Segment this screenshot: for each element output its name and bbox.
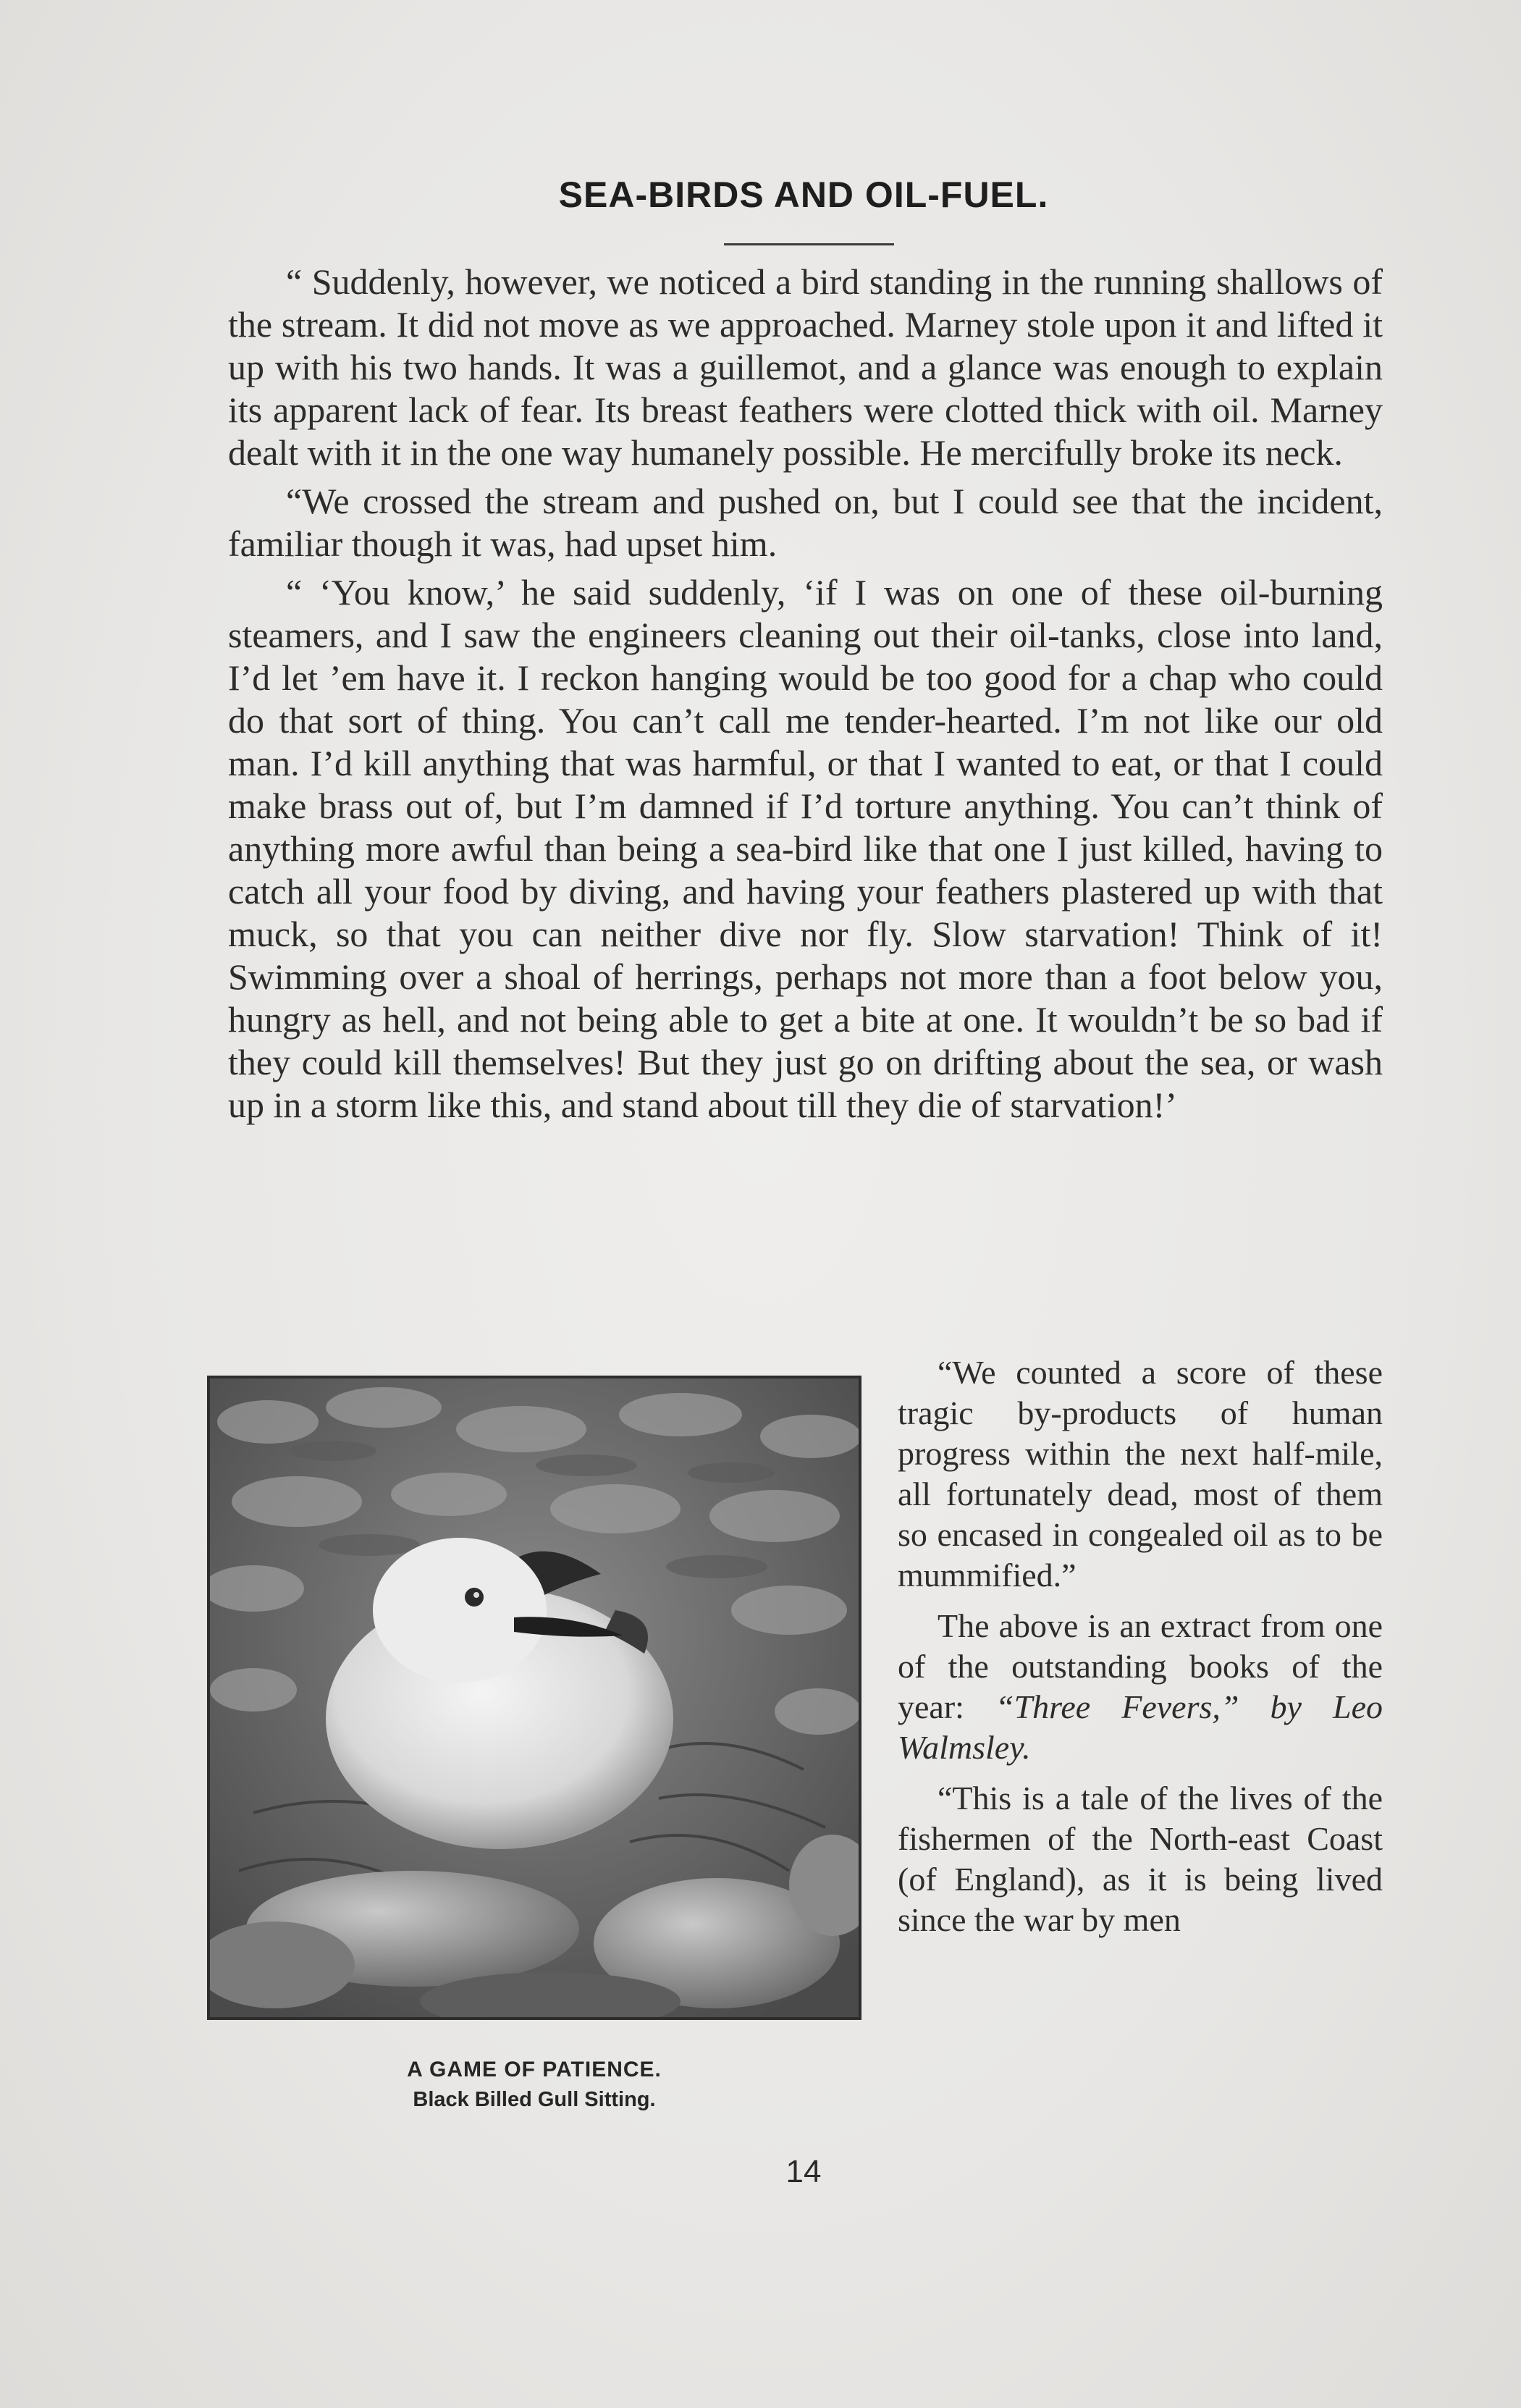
paragraph: “ ‘You know,’ he said suddenly, ‘if I was on one of these oil-burning steamers, and I saw the engineers cleaning out their oil-tanks, close into land, I’d let ’em have it. I reckon hanging would be too good for a chap who could do that sort of thing. You can’t call me tender-hearted. I’m not like our old man. I’d kill anything that was harmful, or that I wanted to eat, or that I could make brass out of, but I’m damned if I’d torture anything. You can’t think of anything more awful than being a sea-bird like that one I just killed, having to catch all your food by diving, and having your feathers plastered up with that muck, so that you can neither dive nor fly. Slow starvation! Think of it! Swimming over a shoal of herrings, perhaps not more than a foot below you, hungry as hell, and not being able to get a bite at one. It wouldn’t be so bad if they could kill themselves! But they just go on drifting about the sea, or wash up in a storm like this, and stand about till they die of starvation!’	[228, 572, 1383, 1125]
book-title: “Three Fevers,” by Leo Walmsley.	[898, 1688, 1383, 1766]
paragraph: “We crossed the stream and pushed on, but I could see that the incident, familiar though it was, had upset him.	[228, 481, 1383, 564]
extract-lead: The above is an extract from one of the outstanding books of the year:	[898, 1607, 1383, 1725]
side-paragraph-extract	[898, 1606, 1383, 1768]
title-divider	[724, 243, 894, 245]
side-column	[898, 1352, 1383, 1950]
article-body	[228, 261, 1383, 1132]
gull-photo-illustration	[210, 1378, 859, 2017]
gull-photograph	[207, 1376, 861, 2020]
caption-title: A GAME OF PATIENCE.	[407, 2058, 662, 2081]
page-number: 14	[785, 2154, 822, 2189]
paragraph: “ Suddenly, however, we noticed a bird standing in the running shallows of the stream. It did not move as we approached. Marney stole upon it and lifted it up with his two hands. It was a guillemot, and a glance was enough to explain its apparent lack of fear. Its breast feathers were clotted thick with oil. Marney dealt with it in the one way humanely possible. He mercifully broke its neck.	[228, 261, 1383, 473]
caption-subtitle: Black Billed Gull Sitting.	[413, 2088, 656, 2111]
figure-caption	[207, 2055, 861, 2114]
side-paragraph: “We counted a score of these tragic by-products of human progress within the next half-mile, all fortunately dead, most of them so encased in congealed oil as to be mummified.”	[898, 1354, 1383, 1594]
page-title: SEA-BIRDS AND OIL-FUEL.	[558, 174, 1049, 215]
side-paragraph: “This is a tale of the lives of the fishermen of the North-east Coast (of England), as it is being lived since the war by men	[898, 1780, 1383, 1938]
